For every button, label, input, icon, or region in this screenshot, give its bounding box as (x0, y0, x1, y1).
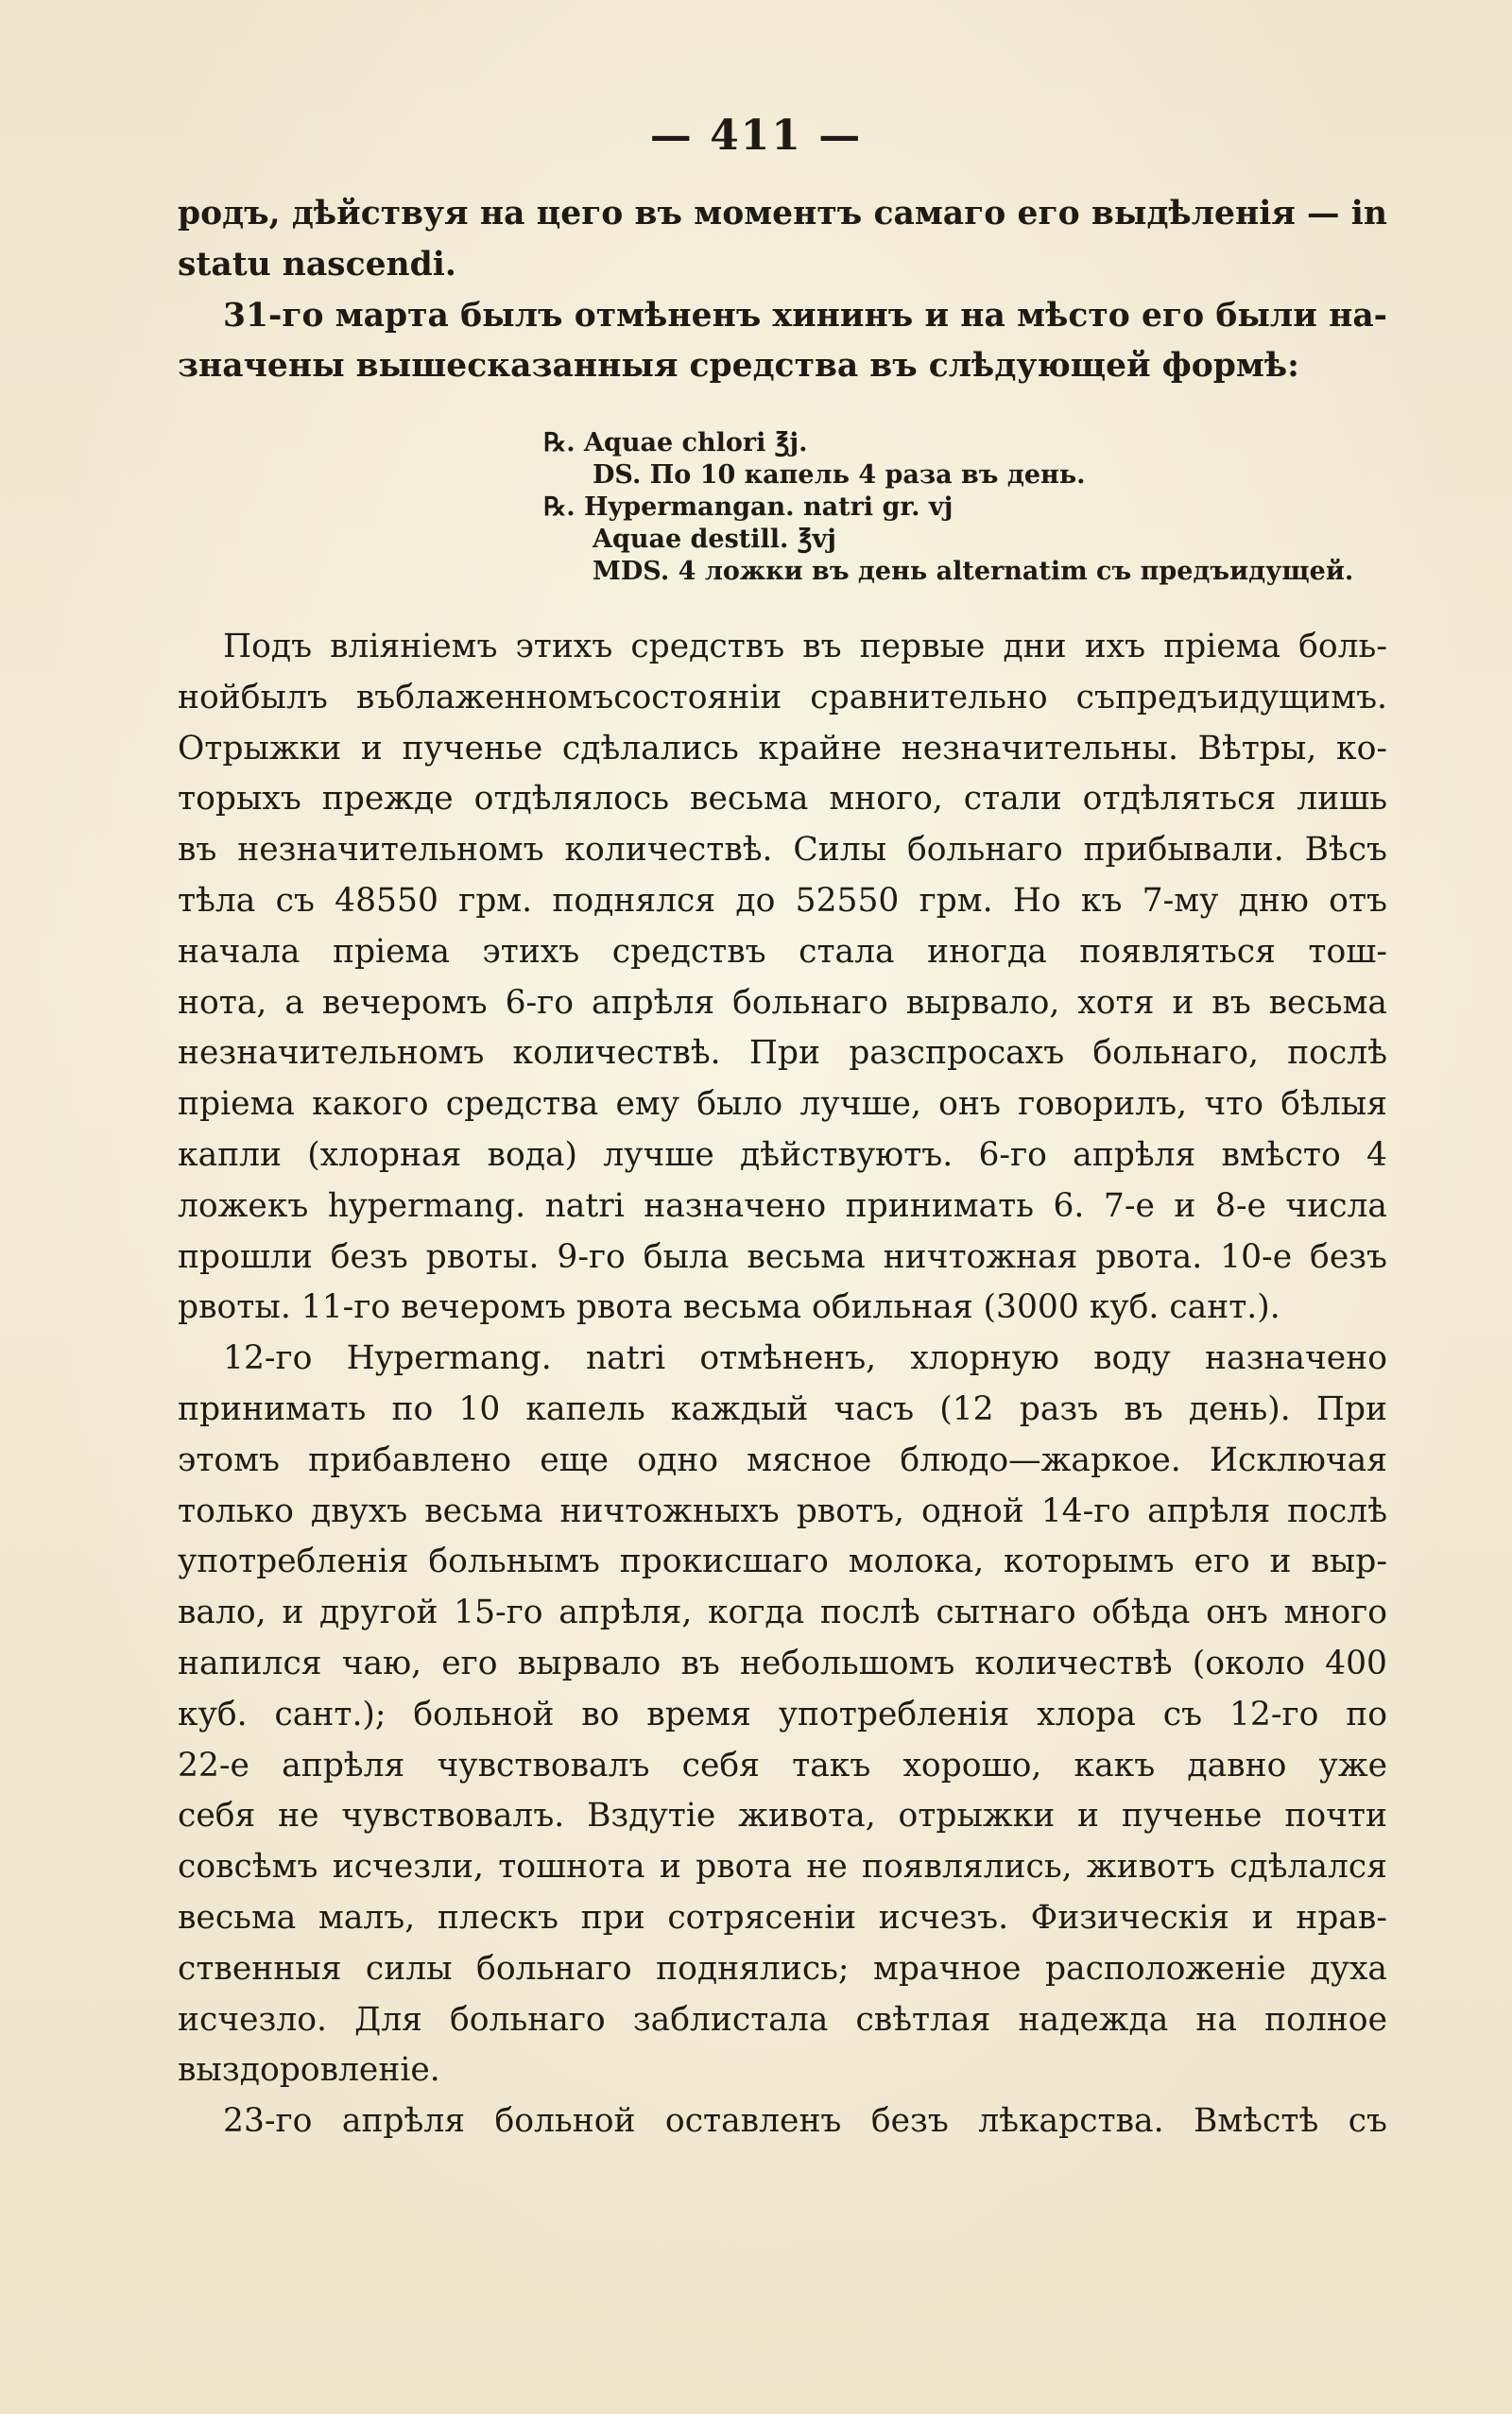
text-line: совсѣмъ исчезли, тошнота и рвота не появлялись, животъ сдѣлался (178, 1848, 1387, 1887)
text-line: нойбылъ въблаженномъсостояніи сравнительно съпредъидущимъ. (178, 678, 1387, 716)
text-line: капли (хлорная вода) лучше дѣйствуютъ. 6-го апрѣля вмѣсто 4 (178, 1135, 1387, 1174)
page-number: — 411 — (649, 112, 863, 160)
paragraph-hypermang (178, 1334, 1387, 2096)
paragraph-quinine (178, 291, 1387, 393)
prescription-line: DS. По 10 капель 4 раза въ день. (593, 460, 1086, 490)
text-line: вало, и другой 15-го апрѣля, когда послѣ сытнаго обѣда онъ много (178, 1594, 1387, 1632)
text-line: исчезло. Для больнаго заблистала свѣтлая надежда на полное (178, 2000, 1387, 2039)
continuation-paragraph (178, 189, 1387, 291)
text-line: 22-е апрѣля чувствовалъ себя такъ хорошо, какъ давно уже (178, 1746, 1387, 1785)
main-text-block (178, 622, 1387, 2147)
text-line: пріема какого средства ему было лучше, онъ говорилъ, что бѣлыя (178, 1085, 1387, 1124)
text-line: принимать по 10 капель каждый часъ (12 разъ въ день). При (178, 1389, 1387, 1428)
text-line: 23-го апрѣля больной оставленъ безъ лѣкарства. Вмѣстѣ съ (223, 2102, 1387, 2141)
prescription-line: ℞. Hypermangan. natri gr. vj (543, 492, 954, 522)
paragraph-april-23 (178, 2096, 1387, 2147)
text-line: 31-го марта былъ отмѣненъ хининъ и на мѣсто его были на- (223, 296, 1387, 335)
prescription-line: MDS. 4 ложки въ день alternatim съ предъидущей. (593, 557, 1354, 586)
top-text-block (178, 189, 1387, 392)
text-line: родъ, дѣйствуя на цего въ моментъ самаго его выдѣленія — in (178, 195, 1387, 233)
text-line: 12-го Hypermang. natri отмѣненъ, хлорную воду назначено (223, 1339, 1387, 1378)
text-line: ложекъ hypermang. natri назначено принимать 6. 7-е и 8-е числа (178, 1186, 1387, 1225)
text-line: напился чаю, его вырвало въ небольшомъ количествѣ (около 400 (178, 1644, 1387, 1682)
prescription-line: Aquae destill. ℥vj (593, 525, 836, 554)
text-line: ственныя силы больнаго поднялись; мрачное расположеніе духа (178, 1949, 1387, 1988)
text-line: тѣла съ 48550 грм. поднялся до 52550 грм. Но къ 7-му дню отъ (178, 881, 1387, 920)
text-line: выздоровленіе. (178, 2051, 440, 2090)
prescription-line: ℞. Aquae chlori ℥j. (543, 428, 808, 457)
text-line: незначительномъ количествѣ. При разспросахъ больнаго, послѣ (178, 1034, 1387, 1073)
text-line: весьма малъ, плескъ при сотрясеніи исчезъ. Физическія и нрав- (178, 1898, 1387, 1937)
text-line: начала пріема этихъ средствъ стала иногда появляться тош- (178, 932, 1387, 971)
text-line: Подъ вліяніемъ этихъ средствъ въ первые дни ихъ пріема боль- (223, 628, 1387, 665)
text-line: себя не чувствовалъ. Вздутіе живота, отрыжки и пученье почти (178, 1797, 1387, 1836)
text-line: рвоты. 11-го вечеромъ рвота весьма обильная (3000 куб. сант.). (178, 1288, 1280, 1327)
text-line: Отрыжки и пученье сдѣлались крайне незначительны. Вѣтры, ко- (178, 729, 1387, 767)
text-line: нота, а вечеромъ 6-го апрѣля больнаго вырвало, хотя и въ весьма (178, 983, 1387, 1022)
text-line: значены вышесказанныя средства въ слѣдующей формѣ: (178, 347, 1299, 386)
prescription-block (543, 427, 1394, 588)
text-line: употребленія больнымъ прокисшаго молока, которымъ его и выр- (178, 1543, 1387, 1581)
text-line: только двухъ весьма ничтожныхъ рвотъ, одной 14-го апрѣля послѣ (178, 1492, 1387, 1530)
text-line: прошли безъ рвоты. 9-го была весьма ничтожная рвота. 10-е безъ (178, 1237, 1387, 1276)
text-line: въ незначительномъ количествѣ. Силы больнаго прибывали. Вѣсъ (178, 831, 1387, 870)
paragraph-effects (178, 622, 1387, 1334)
text-line: statu nascendi. (178, 245, 456, 284)
text-line: куб. сант.); больной во время употребленія хлора съ 12-го по (178, 1695, 1387, 1733)
text-line: торыхъ прежде отдѣлялось весьма много, стали отдѣляться лишь (178, 780, 1387, 819)
text-line: этомъ прибавлено еще одно мясное блюдо—жаркое. Исключая (178, 1440, 1387, 1479)
